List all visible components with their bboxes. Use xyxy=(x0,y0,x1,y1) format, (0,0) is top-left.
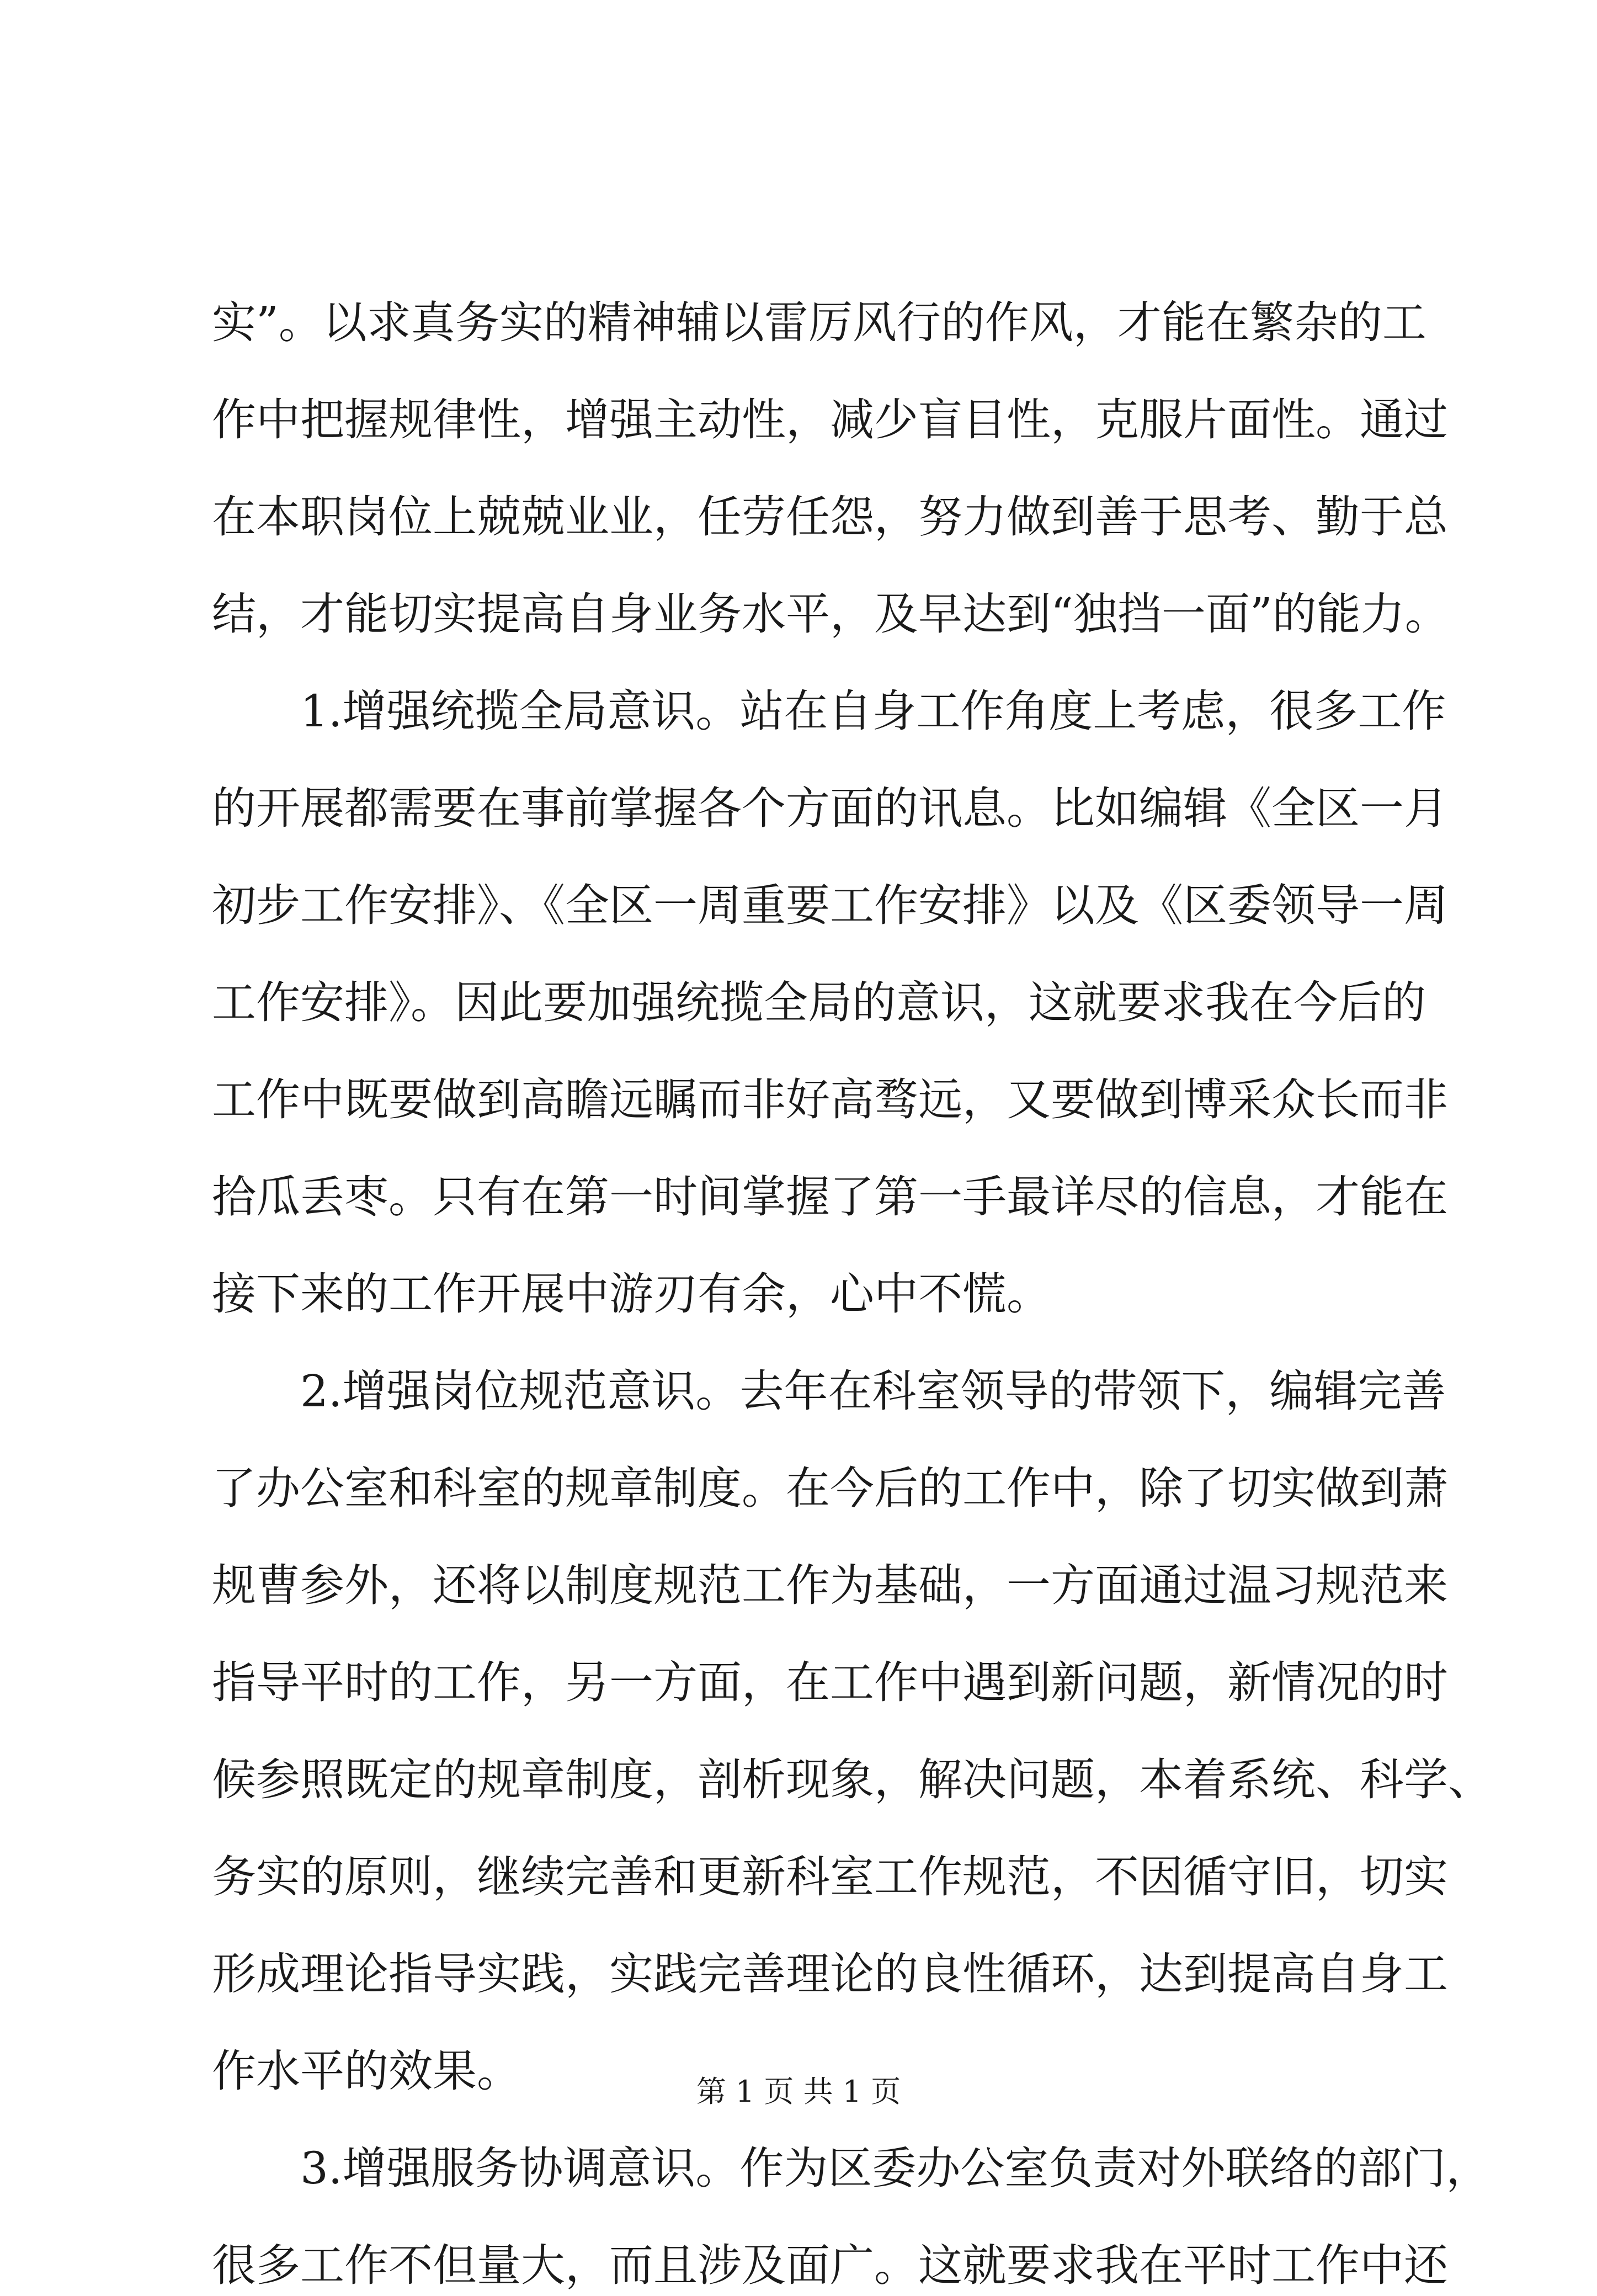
page-footer: 第 1 页 共 1 页 xyxy=(696,2074,901,2109)
text-line: 候参照既定的规章制度，剖析现象，解决问题，本着系统、科学、 xyxy=(212,1754,1492,1805)
text-line: 拾瓜丢枣。只有在第一时间掌握了第一手最详尽的信息，才能在 xyxy=(212,1171,1448,1223)
text-line: 指导平时的工作，另一方面，在工作中遇到新问题，新情况的时 xyxy=(212,1657,1448,1708)
text-line: 结，才能切实提高自身业务水平，及早达到“独挡一面”的能力。 xyxy=(212,588,1449,640)
text-line: 实”。以求真务实的精神辅以雷厉风行的作风，才能在繁杂的工 xyxy=(212,297,1426,348)
text-line: 务实的原则，继续完善和更新科室工作规范，不因循守旧，切实 xyxy=(212,1851,1448,1902)
text-line: 3.增强服务协调意识。作为区委办公室负责对外联络的部门， xyxy=(300,2143,1490,2194)
text-line: 形成理论指导实践，实践完善理论的良性循环，达到提高自身工 xyxy=(212,1948,1448,2000)
text-line: 的开展都需要在事前掌握各个方面的讯息。比如编辑《全区一月 xyxy=(212,783,1448,834)
text-line: 工作安排》。因此要加强统揽全局的意识，这就要求我在今后的 xyxy=(212,977,1426,1028)
text-line: 作中把握规律性，增强主动性，减少盲目性，克服片面性。通过 xyxy=(212,394,1448,445)
text-line: 2.增强岗位规范意识。去年在科室领导的带领下，编辑完善 xyxy=(300,1365,1446,1417)
text-line: 作水平的效果。 xyxy=(212,2045,521,2097)
text-line: 了办公室和科室的规章制度。在今后的工作中，除了切实做到萧 xyxy=(212,1463,1448,1514)
text-line: 工作中既要做到高瞻远瞩而非好高骛远，又要做到博采众长而非 xyxy=(212,1074,1448,1125)
text-line: 很多工作不但量大，而且涉及面广。这就要求我在平时工作中还 xyxy=(212,2240,1448,2291)
text-line: 1.增强统揽全局意识。站在自身工作角度上考虑，很多工作 xyxy=(300,685,1446,737)
text-line: 接下来的工作开展中游刃有余，心中不慌。 xyxy=(212,1268,1051,1320)
text-line: 初步工作安排》、《全区一周重要工作安排》以及《区委领导一周 xyxy=(212,880,1448,931)
text-line: 规曹参外，还将以制度规范工作为基础，一方面通过温习规范来 xyxy=(212,1560,1448,1611)
text-line: 在本职岗位上兢兢业业，任劳任怨，努力做到善于思考、勤于总 xyxy=(212,491,1448,543)
